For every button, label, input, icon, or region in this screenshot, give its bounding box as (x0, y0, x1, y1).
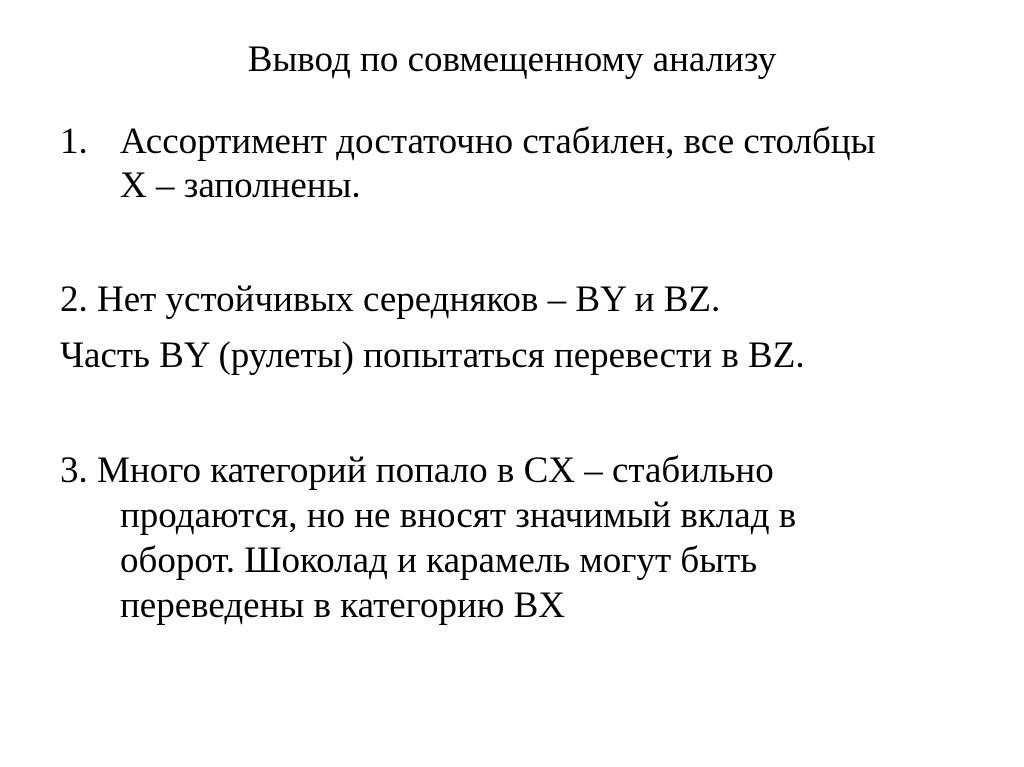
item-3-line-4: переведены в категорию BX (120, 585, 566, 626)
item-1-line-2: X – заполнены. (120, 165, 361, 206)
slide-title: Вывод по совмещенному анализу (247, 39, 777, 80)
item-3-line-2: продаются, но не вносят значимый вклад в (120, 495, 797, 536)
item-2-line-2: Часть BY (рулеты) попытаться перевести в BZ. (60, 335, 805, 376)
item-1-line-1: Ассортимент достаточно стабилен, все столбцы (120, 121, 876, 162)
item-3-line-3: оборот. Шоколад и карамель могут быть (120, 540, 758, 581)
item-1-number: 1. (60, 121, 88, 162)
item-2-line-1: 2. Нет устойчивых середняков – BY и BZ. (60, 279, 721, 320)
item-3-line-1: 3. Много категорий попало в CX – стабильно (60, 450, 774, 491)
